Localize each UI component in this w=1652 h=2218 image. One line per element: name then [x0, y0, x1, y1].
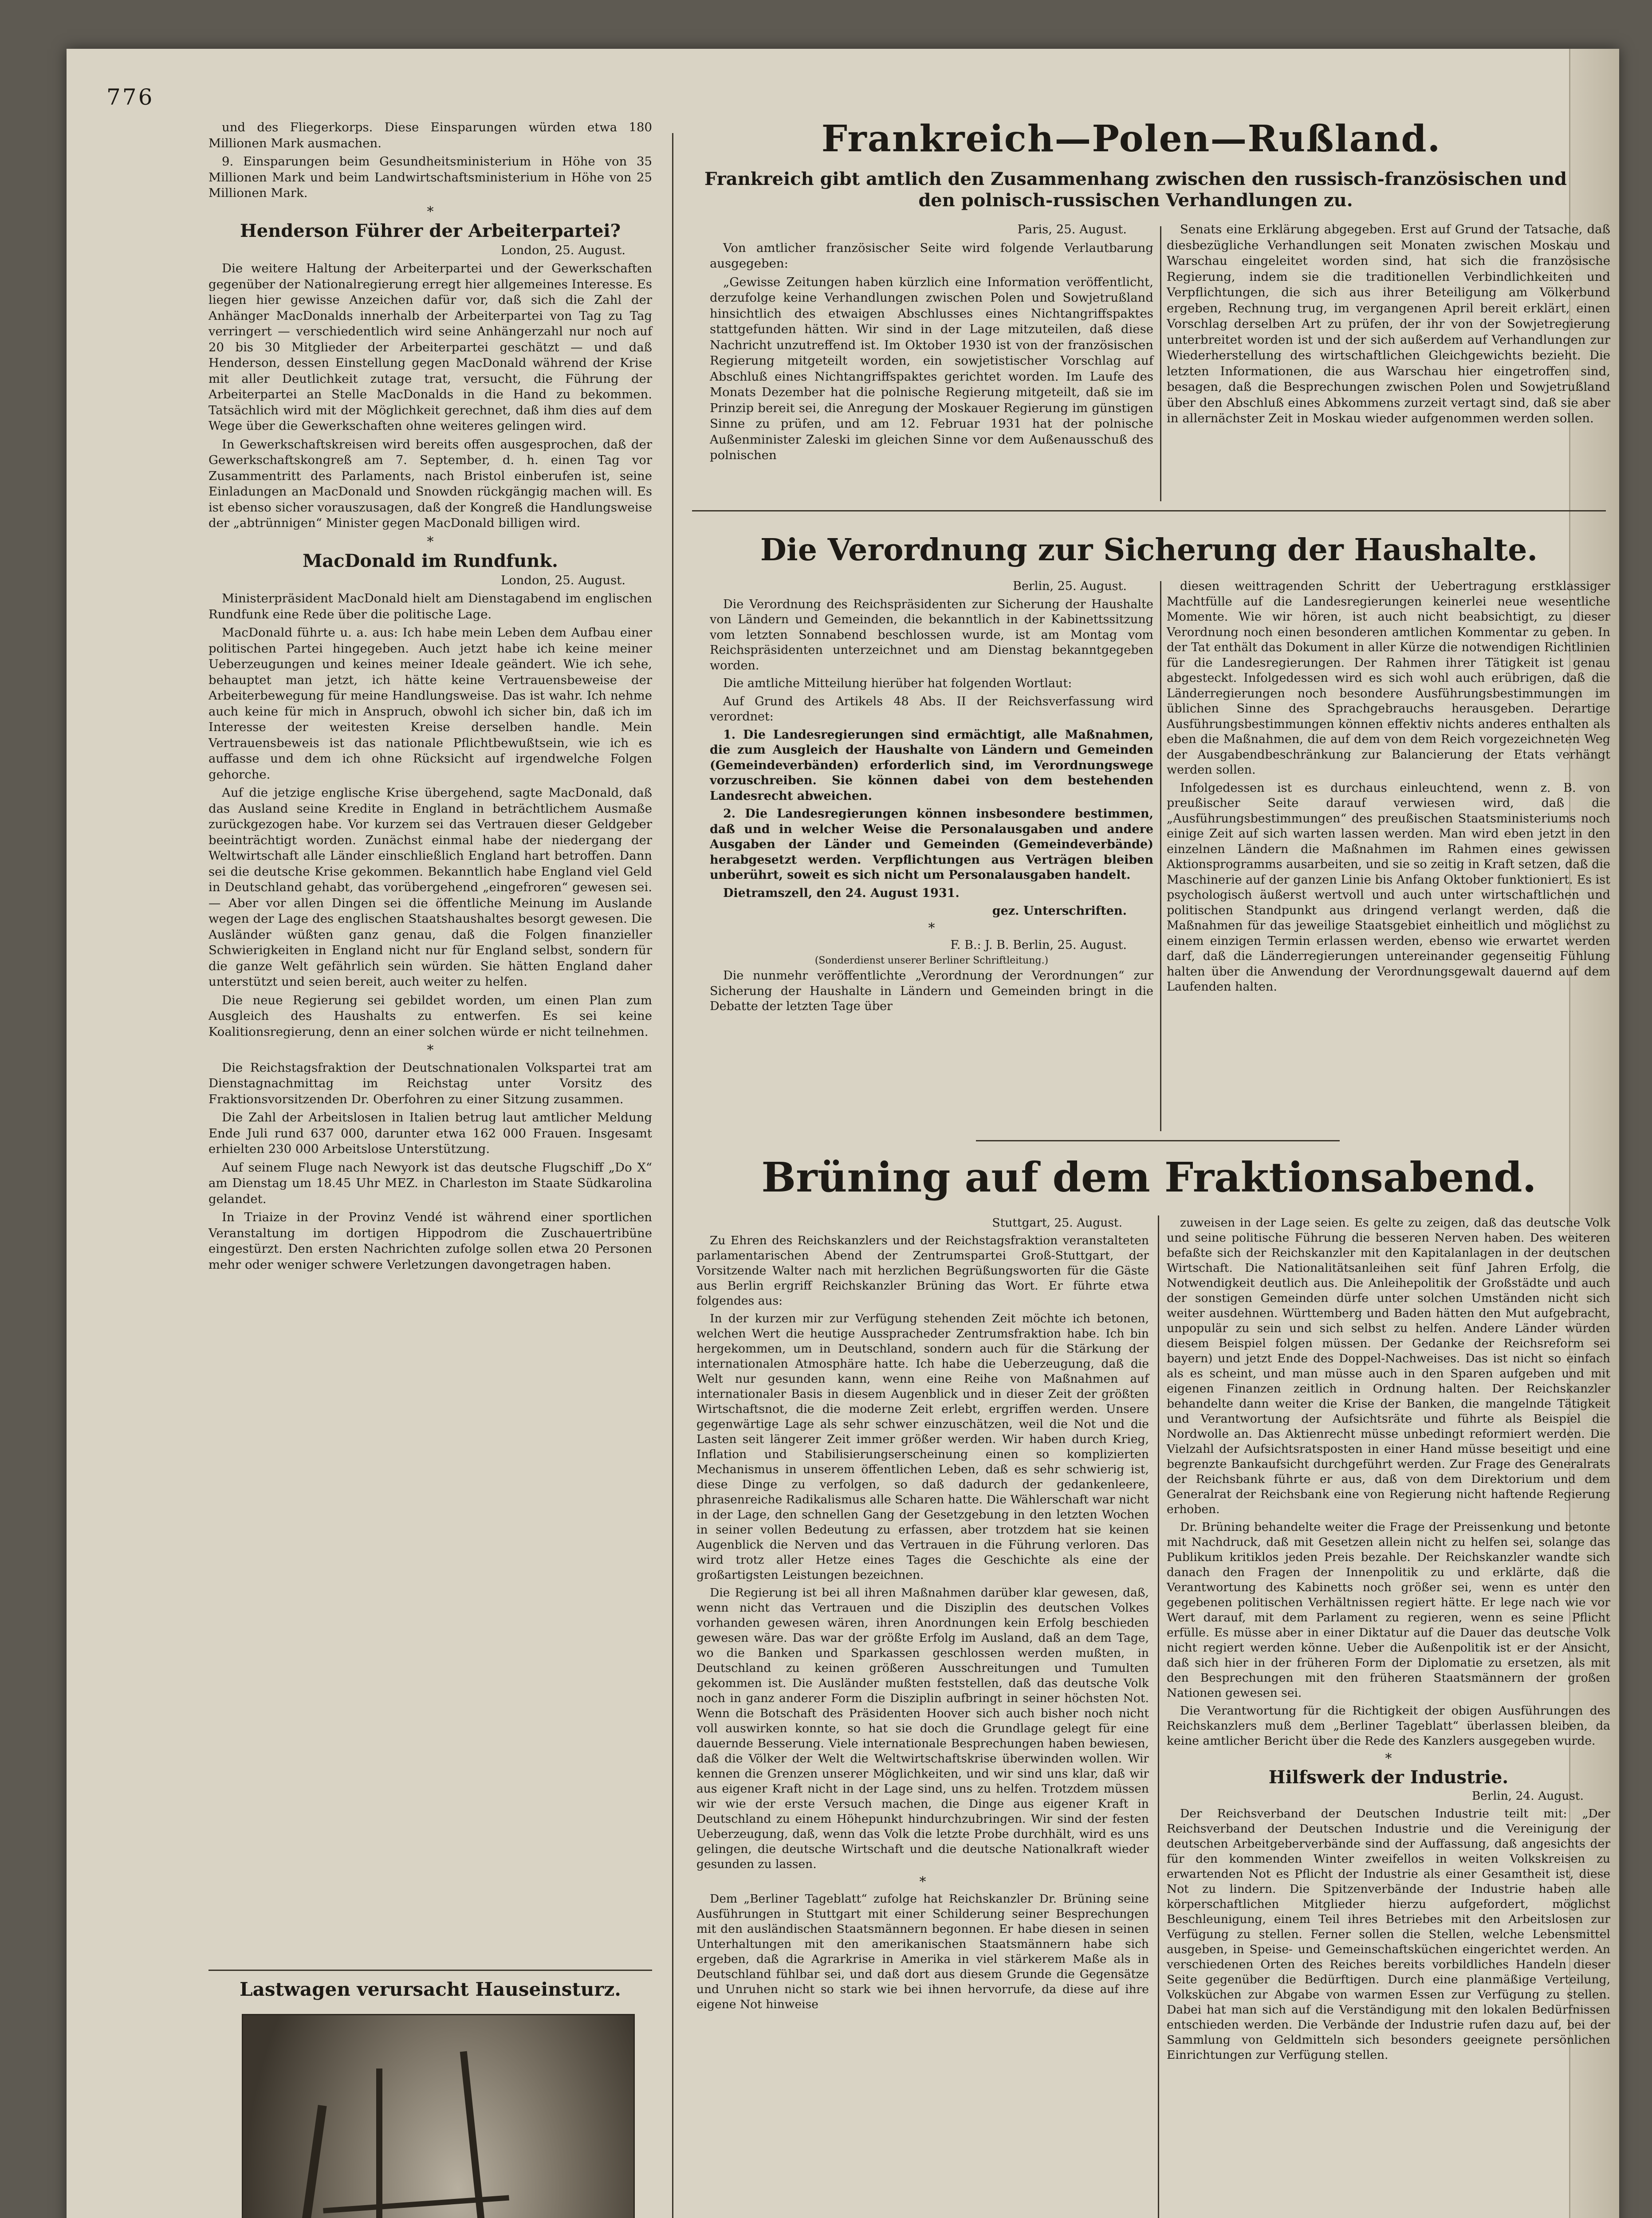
- paragraph: Die Verordnung des Reichspräsidenten zur Sicherung der Haushalte von Ländern und Gemeinden, die bekanntlich in der Kabinettssitzung vom letzten Sonnabend beschlossen wurde, ist am Montag vom Reichspräsidenten unterzeichnet und am Dienstag bekanntgegeben worden.: [710, 597, 1153, 672]
- column-rule: [1160, 226, 1161, 501]
- paragraph: 2. Die Landesregierungen können insbesondere bestimmen, daß und in welcher Weise die Personalausgaben und andere Ausgaben der Länder und Gemeinden (Gemeindeverbände) herabgesetzt werden. Verpflichtungen aus Verträgen bleiben unberührt, soweit es sich nicht um Personalausgaben handelt.: [710, 807, 1153, 882]
- dateline: Berlin, 24. August.: [1471, 1789, 1584, 1803]
- divider: [208, 1970, 652, 1971]
- dateline: Berlin, 25. August.: [1013, 579, 1127, 593]
- collapsed-house-photo: [242, 2014, 635, 2218]
- news-note: Auf seinem Fluge nach Newyork ist das deutsche Flugschiff „Do X“ am Dienstag um 18.45 Uhr MEZ. in Charleston im Staate Südkarolina gelandet.: [208, 1160, 652, 1206]
- paragraph: Von amtlicher französischer Seite wird folgende Verlautbarung ausgegeben:: [710, 240, 1153, 271]
- paragraph: Dem „Berliner Tageblatt“ zufolge hat Reichskanzler Dr. Brüning seine Ausführungen in Stuttgart mit einer Schilderung seiner Besprechungen mit den ausländischen Staatsmännern begonnen. Er habe diesen in seinen Unterhaltungen mit den amerikanischen Staatsmännern habe sich ergeben, daß die Agrarkrise in Amerika in viel stärkerem Maße als in Deutschland fühlbar sei, und daß dort aus diesem Grunde die Gegensätze und Unruhen nicht so stark wie bei ihnen hervorrufe, da diese auf ihre eigene Not hinweise: [696, 1892, 1149, 2011]
- column-rule: [672, 133, 673, 2218]
- news-note: Die Zahl der Arbeitslosen in Italien betrug laut amtlicher Meldung Ende Juli rund 637 000, darunter etwa 162 000 Frauen. Insgesamt erhielten 230 000 Arbeitslose Unterstützung.: [208, 1110, 652, 1156]
- paragraph: 1. Die Landesregierungen sind ermächtigt, alle Maßnahmen, die zum Ausgleich der Haushalte von Ländern und Gemeinden (Gemeindeverbänden) erforderlich sind, im Verordnungswege vorzuschreiben. Sie können dabei von dem bestehenden Landesrecht abweichen.: [710, 728, 1153, 803]
- dateline: F. B.: J. B. Berlin, 25. August.: [950, 938, 1127, 952]
- bruening-col1: Stuttgart, 25. August. Zu Ehren des Reichskanzlers und der Reichstagsfraktion veranstalteten parlamentarischen Abend der Zentrumspartei Groß-Stuttgart, der Vorsitzende Walter nach mit herzlichen Begrüßungsworten für die Gäste aus Berlin ergriff Reichskanzler Brüning das Wort. Er führte etwa folgendes aus: In der kurzen mir zur Verfügung stehenden Zeit möchte ich betonen, welchen Wert die heutige Ausspracheder Zentrumsfraktion habe. Ich bin hergekommen, um in Deutschland, sondern auch für die Stärkung der internationalen Atmosphäre hatte. Ich habe die Ueberzeugung, daß die Welt nur gesunden kann, wenn eine Reihe von Maßnahmen auf internationaler Basis in diesem Augenblick und in dieser Zeit der größten Wirtschaftsnot, die die moderne Zeit erlebt, ergriffen werden. Unsere gegenwärtige Lage als sehr schwer einzuschätzen, weil die Not und die Lasten seit längerer Zeit immer größer werden. Wir haben durch Krieg, Inflation und Stabilisierungserscheinung einen so komplizierten Mechanismus in unserem öffentlichen Leben, daß es sehr schwierig ist, diese Dinge zu verfolgen, so daß dadurch der gedankenleere, phrasenreiche Radikalismus alle Scharen hatte. Die Wählerschaft war nicht in der Lage, den schnellen Gang der Gesetzgebung in den letzten Wochen in seiner vollen Bedeutung zu erfassen, aber trotzdem hat sie keinen Augenblick die Nerven und das Vertrauen in die Führung verloren. Das wird trotz aller Hetze eines Tages die Geschichte als eine der großartigsten Leistungen bezeichnen. Die Regierung ist bei all ihren Maßnahmen darüber klar gewesen, daß, wenn nicht das Vertrauen und die Disziplin des deutschen Volkes vorhanden gewesen wären, ihren Anordnungen kein Erfolg beschieden gewesen wäre. Das war der größte Erfolg im Ausland, daß an dem Tage, wo die Banken und Sparkassen geschlossen werden mußten, in Deutschland zu keinen größeren Ausschreitungen und Tumulten gekommen ist. Die Ausländer mußten feststellen, daß das deutsche Volk noch in ganz anderer Form die Disziplin aufbringt in seiner höchsten Not. Wenn die Botschaft des Präsidenten Hoover sich auch bisher noch nicht voll auswirken konnte, so hat sie doch die Grundlage gelegt für eine dauernde Besserung. Viele internationale Besprechungen haben bewiesen, daß die Völker der Welt die Weltwirtschaftskrise überwinden wollen. Wir kennen die Grenzen unserer Möglichkeiten, und wir sind uns klar, daß wir aus eigener Kraft nicht in der Lage sind, uns zu helfen. Trotzdem müssen wir wie der erste Versuch machen, die Dinge aus eigener Kraft in Deutschland zu einem Höhepunkt hindurchzubringen. Wir sind der festen Ueberzeugung, daß, wenn das Volk die letzte Probe durchhält, wird es uns gelingen, die deutsche Wirtschaft und die deutsche Nationalkraft wieder gesunden zu lassen. * Dem „Berliner Tageblatt“ zufolge hat Reichskanzler Dr. Brüning seine Ausführungen in Stuttgart mit einer Schilderung seiner Besprechungen mit den ausländischen Staatsmännern begonnen. Er habe diesen in seinen Unterhaltungen mit den amerikanischen Staatsmännern habe sich ergeben, daß die Agrarkrise in Amerika in viel stärkerem Maße als in Deutschland fühlbar sei, und daß dort aus diesem Grunde die Gegensätze und Unruhen nicht so stark wie bei ihnen hervorrufe, da diese auf ihre eigene Not hinweise: [696, 1216, 1149, 2011]
- paragraph: Dr. Brüning behandelte weiter die Frage der Preissenkung und betonte mit Nachdruck, daß mit Gesetzen allein nicht zu helfen sei, solange das Publikum kritiklos jeden Preis bezahle. Der Reichskanzler wandte sich danach den Fragen der Innenpolitik zu und erklärte, daß die Verantwortung des Kabinetts noch größer sei, wenn es unter den gegebenen politischen Verhältnissen regiert hätte. Er lege nach wie vor Wert darauf, mit dem Parlament zu regieren, wenn es seine Pflicht erfülle. Es müsse aber in einer Diktatur auf die Dauer das deutsche Volk nicht regiert werden könne. Ueber die Außenpolitik ist er der Ansicht, daß sich hier in der früheren Form der Diplomatie zu ersetzen, als mit den Besprechungen mit den früheren Staatsmännern der großen Nationen gewesen sei.: [1167, 1520, 1610, 1700]
- intro-text: und des Fliegerkorps. Diese Einsparungen würden etwa 180 Millionen Mark ausmachen.: [208, 120, 652, 150]
- dateline: Stuttgart, 25. August.: [992, 1216, 1122, 1230]
- column-rule: [1158, 1215, 1159, 2218]
- service-note: (Sonderdienst unserer Berliner Schriftleitung.): [814, 955, 1049, 966]
- paragraph: Die weitere Haltung der Arbeiterpartei und der Gewerkschaften gegenüber der Nationalregierung erregt hier allgemeines Interesse. Es liegen hier gewisse Anzeichen dafür vor, daß sich die Zahl der Anhänger MacDonalds innerhalb der Arbeiterpartei von Tag zu Tag verringert — verschiedentlich wird seine Anhängerzahl nur noch auf 20 bis 30 Mitglieder der Arbeiterpartei geschätzt — und daß Henderson, dessen Einstellung gegen MacDonald während der Krise mit aller Deutlichkeit zutage trat, versucht, die Führung der Arbeiterpartei an Stelle MacDonalds in die Hand zu bekommen. Tatsächlich wird mit der Möglichkeit gerechnet, daß ihm dies auf dem Wege über die Gewerkschaften ohne weiteres gelingen wird.: [208, 261, 652, 433]
- left-column: und des Fliegerkorps. Diese Einsparungen würden etwa 180 Millionen Mark ausmachen. 9. Einsparungen beim Gesundheitsministerium in Höhe von 35 Millionen Mark und beim Landwirtschaftsministerium in Höhe von 25 Millionen Mark. * Henderson Führer der Arbeiterpartei? London, 25. August. Die weitere Haltung der Arbeiterpartei und der Gewerkschaften gegenüber der Nationalregierung erregt hier allgemeines Interesse. Es liegen hier gewisse Anzeichen dafür vor, daß sich die Zahl der Anhänger MacDonalds innerhalb der Arbeiterpartei von Tag zu Tag verringert — verschiedentlich wird seine Anhängerzahl nur noch auf 20 bis 30 Mitglieder der Arbeiterpartei geschätzt — und daß Henderson, dessen Einstellung gegen MacDonald während der Krise mit aller Deutlichkeit zutage trat, versucht, die Führung der Arbeiterpartei an Stelle MacDonalds in die Hand zu bekommen. Tatsächlich wird mit der Möglichkeit gerechnet, daß ihm dies auf dem Wege über die Gewerkschaften ohne weiteres gelingen wird. In Gewerkschaftskreisen wird bereits offen ausgesprochen, daß der Gewerkschaftskongreß am 7. September, d. h. einen Tag vor Zusammentritt des Parlaments, nach Bristol einberufen ist, seine Einladungen an MacDonald und Snowden rückgängig machen will. Es ist ebenso sicher vorauszusagen, daß der Kongreß die Handlungsweise der „abtrünnigen“ Minister gegen MacDonald billigen wird. * MacDonald im Rundfunk. London, 25. August. Ministerpräsident MacDonald hielt am Dienstagabend im englischen Rundfunk eine Rede über die politische Lage. MacDonald führte u. a. aus: Ich habe mein Leben dem Aufbau einer politischen Partei hingegeben. Auch jetzt habe ich keine meiner Ueberzeugungen und keines meiner Ideale geändert. Wie ich sehe, behauptet man jetzt, ich hätte keine Vertrauensbeweise der Arbeiterbewegung für meine Handlungsweise. Das ist wahr. Ich nehme auch keine für mich in Anspruch, obwohl ich sicher bin, daß ich im Interesse der weitesten Kreise derselben handle. Mein Vertrauensbeweis ist das nationale Pflichtbewußtsein, wie ich es auffasse und dem ich ohne Rücksicht auf irgendwelche Folgen gehorche. Auf die jetzige englische Krise übergehend, sagte MacDonald, daß das Ausland seine Kredite in England in beträchtlichem Ausmaße zurückgezogen habe. Vor kurzem sei das Vertrauen dieser Geldgeber beeinträchtigt worden. Zunächst einmal habe der niedergang der Weltwirtschaft alle Länder einschließlich England hart betroffen. Dann sei die deutsche Krise gekommen. Bekanntlich habe England viel Geld in Deutschland gehabt, das vorübergehend „eingefroren“ gewesen sei. — Aber vor allen Dingen sei die öffentliche Meinung im Auslande wegen der Lage des englischen Staatshaushaltes besorgt gewesen. Die Ausländer wüßten ganz genau, daß die Folgen finanzieller Schwierigkeiten in England nicht nur für England selbst, sondern für die ganze Welt gefährlich sein würden. Sie hätten England daher unterstützt und seien bereit, auch weiter zu helfen. Die neue Regierung sei gebildet worden, um einen Plan zum Ausgleich des Haushalts zu entwerfen. Es sei keine Koalitionsregierung, denn an einer solchen würde er nicht teilnehmen. * Die Reichstagsfraktion der Deutschnationalen Volkspartei trat am Dienstagnachmittag im Reichstag unter Vorsitz des Fraktionsvorsitzenden Dr. Oberfohren zu einer Sitzung zusammen. Die Zahl der Arbeitslosen in Italien betrug laut amtlicher Meldung Ende Juli rund 637 000, darunter etwa 162 000 Frauen. Insgesamt erhielten 230 000 Arbeitslose Unterstützung. Auf seinem Fluge nach Newyork ist das deutsche Flugschiff „Do X“ am Dienstag um 18.45 Uhr MEZ. in Charleston im Staate Südkarolina gelandet. In Triaize in der Provinz Vendé ist während einer sportlichen Veranstaltung im dortigen Hippodrom die Zuschauertribüne eingestürzt. Den ersten Nachrichten zufolge sollen etwa 20 Personen mehr oder weniger schwere Verletzungen davongetragen haben.: [208, 120, 652, 1275]
- verordnung-col2: [1167, 579, 1610, 998]
- paragraph: zuweisen in der Lage seien. Es gelte zu zeigen, daß das deutsche Volk und seine politische Führung die besseren Nerven haben. Des weiteren befaßte sich der Reichskanzler mit den Kapitalanlagen in der deutschen Wirtschaft. Die Nationalitätsanleihen seit fünf Jahren Erfolg, die Notwendigkeit deutlich aus. Die Anleihepolitik der Großstädte und auch der sonstigen Gemeinden dürfe unter solchen Umständen nicht sich weiter ausdehnen. Württemberg und Baden hätten den Mut aufgebracht, unpopulär zu sein und sich selbst zu helfen. Andere Länder würden diesem Beispiel folgen müssen. Der Gedanke der Reichsreform sei bayern) und jetzt Ende des Doppel-Nachweises. Das ist nicht so einfach als es scheint, und man müsse auch in den Sparen aufgeben und mit eigenen Finanzen zeitlich in Ordnung halten. Der Reichskanzler behandelte dann weiter die Krise der Banken, die mangelnde Tätigkeit und Verantwortung der Aufsichtsräte und führte als Beispiel die Nordwolle an. Das Aktienrecht müsse unbedingt reformiert werden. Die Vielzahl der Aufsichtsratsposten in einer Hand müsse beseitigt und eine begrenzte Bankaufsicht durchgeführt werden. Zur Frage des Generalrats der Reichsbank führte er aus, daß von dem Direktorium und dem Generalrat der Reichsbank eine von Regierung nicht haftende Regierung erhoben.: [1167, 1216, 1610, 1516]
- paragraph: Die Regierung ist bei all ihren Maßnahmen darüber klar gewesen, daß, wenn nicht das Vertrauen und die Disziplin des deutschen Volkes vorhanden gewesen wären, ihren Anordnungen kein Erfolg beschieden gewesen wäre. Das war der größte Erfolg im Ausland, daß an dem Tage, wo die Banken und Sparkassen geschlossen werden mußten, in Deutschland zu keinen größeren Ausschreitungen und Tumulten gekommen ist. Die Ausländer mußten feststellen, daß das deutsche Volk noch in ganz anderer Form die Disziplin aufbringt in seiner höchsten Not. Wenn die Botschaft des Präsidenten Hoover sich auch bisher noch nicht voll auswirken konnte, so hat sie doch die Grundlage gelegt für eine dauernde Besserung. Viele internationale Besprechungen haben bewiesen, daß die Völker der Welt die Weltwirtschaftskrise überwinden wollen. Wir kennen die Grenzen unserer Möglichkeiten, und wir sind uns klar, daß wir aus eigener Kraft nicht in der Lage sind, uns zu helfen. Trotzdem müssen wir wie der erste Versuch machen, die Dinge aus eigener Kraft in Deutschland zu einem Höhepunkt hindurchzubringen. Wir sind der festen Ueberzeugung, daß, wenn das Volk die letzte Probe durchhält, wird es uns gelingen, die deutsche Wirtschaft und die deutsche Nationalkraft wieder gesunden zu lassen.: [696, 1586, 1149, 1871]
- intro-text: 9. Einsparungen beim Gesundheitsministerium in Höhe von 35 Millionen Mark und beim Landwirtschaftsministerium in Höhe von 25 Millionen Mark.: [208, 154, 652, 200]
- news-note: In Triaize in der Provinz Vendé ist während einer sportlichen Veranstaltung im dortigen Hippodrom die Zuschauertribüne eingestürzt. Den ersten Nachrichten zufolge sollen etwa 20 Personen mehr oder weniger schwere Verletzungen davongetragen haben.: [208, 1210, 652, 1272]
- paragraph: Die nunmehr veröffentlichte „Verordnung der Verordnungen“ zur Sicherung der Haushalte in Ländern und Gemeinden bringt in die Debatte der letzten Tage über: [710, 969, 1153, 1013]
- paragraph: Auf die jetzige englische Krise übergehend, sagte MacDonald, daß das Ausland seine Kredite in England in beträchtlichem Ausmaße zurückgezogen habe. Vor kurzem sei das Vertrauen dieser Geldgeber beeinträchtigt worden. Zunächst einmal habe der niedergang der Weltwirtschaft alle Länder einschließlich England hart betroffen. Dann sei die deutsche Krise gekommen. Bekanntlich habe England viel Geld in Deutschland gehabt, das vorübergehend „eingefroren“ gewesen sei. — Aber vor allen Dingen sei die öffentliche Meinung im Auslande wegen der Lage des englischen Staatshaushaltes besorgt gewesen. Die Ausländer wüßten ganz genau, daß die Folgen finanzieller Schwierigkeiten in England nicht nur für England selbst, sondern für die ganze Welt gefährlich sein würden. Sie hätten England daher unterstützt und seien bereit, auch weiter zu helfen.: [208, 786, 652, 989]
- paragraph: Auf Grund des Artikels 48 Abs. II der Reichsverfassung wird verordnet:: [710, 694, 1153, 724]
- dateline: Paris, 25. August.: [1017, 222, 1127, 236]
- article-subtitle: Frankreich gibt amtlich den Zusammenhang zwischen den russisch-französischen und den polnisch-russischen Verhandlungen zu.: [704, 169, 1567, 211]
- paragraph: In der kurzen mir zur Verfügung stehenden Zeit möchte ich betonen, welchen Wert die heutige Ausspracheder Zentrumsfraktion habe. Ich bin hergekommen, um in Deutschland, sondern auch für die Stärkung der internationalen Atmosphäre hatte. Ich habe die Ueberzeugung, daß die Welt nur gesunden kann, wenn eine Reihe von Maßnahmen auf internationaler Basis in diesem Augenblick und in dieser Zeit der größten Wirtschaftsnot, die die moderne Zeit erlebt, ergriffen werden. Unsere gegenwärtige Lage als sehr schwer einzuschätzen, weil die Not und die Lasten seit längerer Zeit immer größer werden. Wir haben durch Krieg, Inflation und Stabilisierungserscheinung einen so komplizierten Mechanismus in unserem öffentlichen Leben, daß es sehr schwierig ist, diese Dinge zu verfolgen, so daß dadurch der gedankenleere, phrasenreiche Radikalismus alle Scharen hatte. Die Wählerschaft war nicht in der Lage, den schnellen Gang der Gesetzgebung in den letzten Wochen in seiner vollen Bedeutung zu erfassen, aber trotzdem hat sie keinen Augenblick die Nerven und das Vertrauen in die Führung verloren. Das wird trotz aller Hetze eines Tages die Geschichte als eine der großartigsten Leistungen bezeichnen.: [696, 1312, 1149, 1582]
- page-number: 776: [106, 84, 154, 110]
- paragraph: In Gewerkschaftskreisen wird bereits offen ausgesprochen, daß der Gewerkschaftskongreß am 7. September, d. h. einen Tag vor Zusammentritt des Parlaments, nach Bristol einberufen ist, seine Einladungen an MacDonald und Snowden rückgängig machen will. Es ist ebenso sicher vorauszusagen, daß der Kongreß die Handlungsweise der „abtrünnigen“ Minister gegen MacDonald billigen wird.: [208, 437, 652, 530]
- paragraph: „Gewisse Zeitungen haben kürzlich eine Information veröffentlicht, derzufolge keine Verhandlungen zwischen Polen und Sowjetrußland hinsichtlich des etwaigen Abschlusses eines Nichtangriffspaktes stattgefunden hätten. Wir sind in der Lage mitzuteilen, daß diese Nachricht unzutreffend ist. Im Oktober 1930 ist von der französischen Regierung mitgeteilt worden, ein sowjetistischer Vorschlag auf Abschluß eines Nichtangriffspaktes gerichtet worden. Im Laufe des Monats Dezember hat die polnische Regierung mitgeteilt, daß sie im Prinzip bereit sei, die Anregung der Moskauer Regierung im günstigen Sinne zu prüfen, und am 12. Februar 1931 hat der polnische Außenminister Zaleski im gleichen Sinne vor dem Außenausschuß des polnischen: [710, 275, 1153, 462]
- article-title: MacDonald im Rundfunk.: [303, 551, 558, 571]
- photo-title: Lastwagen verursacht Hauseinsturz.: [240, 1978, 621, 2000]
- dateline: London, 25. August.: [500, 573, 625, 587]
- article-title: Hilfswerk der Industrie.: [1268, 1767, 1509, 1788]
- frankreich-col2: [1167, 222, 1610, 429]
- article-title: Die Verordnung zur Sicherung der Haushalte.: [760, 532, 1538, 568]
- paragraph: MacDonald führte u. a. aus: Ich habe mein Leben dem Aufbau einer politischen Partei hingegeben. Auch jetzt habe ich keine meiner Ueberzeugungen und keines meiner Ideale geändert. Wie ich sehe, behauptet man jetzt, ich hätte keine Vertrauensbeweise der Arbeiterbewegung für meine Handlungsweise. Das ist wahr. Ich nehme auch keine für mich in Anspruch, obwohl ich sicher bin, daß ich im Interesse der weitesten Kreise derselben handle. Mein Vertrauensbeweis ist das nationale Pflichtbewußtsein, wie ich es auffasse und dem ich ohne Rücksicht auf irgendwelche Folgen gehorche.: [208, 625, 652, 782]
- paragraph: Die Verantwortung für die Richtigkeit der obigen Ausführungen des Reichskanzlers muß dem „Berliner Tageblatt“ überlassen bleiben, da keine amtlicher Bericht über die Rede des Kanzlers ausgegeben wurde.: [1167, 1704, 1610, 1748]
- paragraph: diesen weittragenden Schritt der Uebertragung erstklassiger Machtfülle auf die Landesregierungen keinerlei neue wesentliche Momente. Wie wir hören, ist auch nicht beabsichtigt, zu dieser Verordnung noch einen besonderen amtlichen Kommentar zu geben. In der Tat enthält das Dokument in aller Kürze die notwendigen Richtlinien für die Landesregierungen. Der Rahmen ihrer Tätigkeit ist genau abgesteckt. Infolgedessen wird es sich wohl auch erübrigen, daß die Länderregierungen noch besondere Ausführungsbestimmungen im üblichen Sinne des Sprachgebrauchs herausgeben. Derartige Ausführungsbestimmungen können effektiv nichts anderes enthalten als eben die Maßnahmen, die auf dem von dem Reich vorgezeichneten Weg der Ausgabendbeschränkung zur Balancierung der Etats verhängt werden sollen.: [1167, 579, 1610, 777]
- paragraph: Der Reichsverband der Deutschen Industrie teilt mit: „Der Reichsverband der Deutschen Industrie und die Vereinigung der deutschen Arbeitgeberverbände sind der Auffassung, daß angesichts der für den kommenden Winter zweifellos in weiten Volkskreisen zu erwartenden Not es Pflicht der Industrie als einer Gesamtheit ist, diese Not zu lindern. Die Spitzenverbände der Industrie haben alle körperschaftlichen Mitglieder hierzu aufgefordert, möglichst Beschleunigung, einem Teil ihres Betriebes mit den Arbeitslosen zur Verfügung zu stellen. Ferner sollen die Stellen, welche Lebensmittel ausgeben, in Speise- und Gemeinschaftsküchen eingerichtet werden. An verschiedenen Orten des Reiches bereits vorbildliches Handeln dieser Seite gegenüber die Bedürftigen. Durch eine planmäßige Verteilung, Volksküchen zur Abgabe von warmen Essen zur Verfügung zu stellen. Dabei hat man sich auf die Verständigung mit den lokalen Bedürfnissen entschieden werden. Die Verbände der Industrie rufen dazu auf, bei der Sammlung von Geldmitteln sich besonders geeignete persönlichen Einrichtungen zur Verfügung stellen.: [1167, 1807, 1610, 2062]
- dateline: London, 25. August.: [500, 243, 625, 257]
- bruening-col2: zuweisen in der Lage seien. Es gelte zu zeigen, daß das deutsche Volk und seine politische Führung die besseren Nerven haben. Des weiteren befaßte sich der Reichskanzler mit den Kapitalanlagen in der deutschen Wirtschaft. Die Nationalitätsanleihen seit fünf Jahren Erfolg, die Notwendigkeit deutlich aus. Die Anleihepolitik der Großstädte und auch der sonstigen Gemeinden dürfe unter solchen Umständen nicht sich weiter ausdehnen. Württemberg und Baden hätten den Mut aufgebracht, unpopulär zu sein und sich selbst zu helfen. Andere Länder würden diesem Beispiel folgen müssen. Der Gedanke der Reichsreform sei bayern) und jetzt Ende des Doppel-Nachweises. Das ist nicht so einfach als es scheint, und man müsse auch in den Sparen aufgeben und mit eigenen Finanzen zeitlich in Ordnung halten. Der Reichskanzler behandelte dann weiter die Krise der Banken, die mangelnde Tätigkeit und Verantwortung der Aufsichtsräte und führte als Beispiel die Nordwolle an. Das Aktienrecht müsse unbedingt reformiert werden. Die Vielzahl der Aufsichtsratsposten in einer Hand müsse beseitigt und eine begrenzte Bankaufsicht durchgeführt werden. Zur Frage des Generalrats der Reichsbank führte er aus, daß von dem Direktorium und dem Generalrat der Reichsbank eine von Regierung nicht haftende Regierung erhoben. Dr. Brüning behandelte weiter die Frage der Preissenkung und betonte mit Nachdruck, daß mit Gesetzen allein nicht zu helfen sei, solange das Publikum kritiklos jeden Preis bezahle. Der Reichskanzler wandte sich danach den Fragen der Innenpolitik zu und erklärte, daß die Verantwortung des Kabinetts noch größer sei, wenn es unter den gegebenen politischen Verhältnissen regiert hätte. Er lege nach wie vor Wert darauf, mit dem Parlament zu regieren, wenn es seine Pflicht erfülle. Es müsse aber in einer Diktatur auf die Dauer das deutsche Volk nicht regiert werden könne. Ueber die Außenpolitik ist er der Ansicht, daß sich hier in der früheren Form der Diplomatie zu ersetzen, als mit den Besprechungen mit den früheren Staatsmännern der großen Nationen gewesen sei. Die Verantwortung für die Richtigkeit der obigen Ausführungen des Reichskanzlers muß dem „Berliner Tageblatt“ überlassen bleiben, da keine amtlicher Bericht über die Rede des Kanzlers ausgegeben wurde. * Hilfswerk der Industrie. Berlin, 24. August. Der Reichsverband der Deutschen Industrie teilt mit: „Der Reichsverband der Deutschen Industrie und die Vereinigung der deutschen Arbeitgeberverbände sind der Auffassung, daß angesichts der für den kommenden Winter zweifellos in weiten Volkskreisen zu erwartenden Not es Pflicht der Industrie als einer Gesamtheit ist, diese Not zu lindern. Die Spitzenverbände der Industrie haben alle körperschaftlichen Mitglieder hierzu aufgefordert, möglichst Beschleunigung, einem Teil ihres Betriebes mit den Arbeitslosen zur Verfügung zu stellen. Ferner sollen die Stellen, welche Lebensmittel ausgeben, in Speise- und Gemeinschaftsküchen eingerichtet werden. An verschiedenen Orten des Reiches bereits vorbildliches Handeln dieser Seite gegenüber die Bedürftigen. Durch eine planmäßige Verteilung, Volksküchen zur Abgabe von warmen Essen zur Verfügung zu stellen. Dabei hat man sich auf die Verständigung mit den lokalen Bedürfnissen entschieden werden. Die Verbände der Industrie rufen dazu auf, bei der Sammlung von Geldmitteln sich besonders geeignete persönlichen Einrichtungen zur Verfügung stellen.: [1167, 1216, 1610, 2062]
- paragraph: Senats eine Erklärung abgegeben. Erst auf Grund der Tatsache, daß diesbezügliche Verhandlungen seit Monaten zwischen Moskau und Warschau eingeleitet worden sind, hat sich die französische Regierung, indem sie die traditionellen Verbindlichkeiten und Verpflichtungen, die sich aus ihrer Beteiligung am Völkerbund ergeben, Rechnung trug, im vergangenen April bereit erklärt, einen Vorschlag derselben Art zu prüfen, der ihr von der Sowjetregierung unterbreitet worden ist und der sich außerdem auf Verhandlungen zur Wiederherstellung des wirtschaftlichen Gleichgewichts bezieht. Die letzten Informationen, die aus Warschau hier eingetroffen sind, besagen, daß die Besprechungen zwischen Polen und Sowjetrußland über den Abschluß eines Abkommens zurzeit vertagt sind, daß sie aber in allernächster Zeit in Moskau wieder aufgenommen werden sollen.: [1167, 222, 1610, 425]
- frankreich-col1: [710, 222, 1153, 466]
- paragraph: Die amtliche Mitteilung hierüber hat folgenden Wortlaut:: [723, 676, 1072, 690]
- divider: [976, 1140, 1340, 1141]
- article-title: Frankreich—Polen—Rußland.: [821, 118, 1441, 160]
- paragraph: Zu Ehren des Reichskanzlers und der Reichstagsfraktion veranstalteten parlamentarischen Abend der Zentrumspartei Groß-Stuttgart, der Vorsitzende Walter nach mit herzlichen Begrüßungsworten für die Gäste aus Berlin ergriff Reichskanzler Brüning das Wort. Er führte etwa folgendes aus:: [696, 1234, 1149, 1308]
- signature-line: gez. Unterschriften.: [992, 904, 1127, 918]
- column-rule: [1160, 581, 1161, 1131]
- place-date: Dietramszell, den 24. August 1931.: [723, 886, 960, 900]
- paragraph: Die neue Regierung sei gebildet worden, um einen Plan zum Ausgleich des Haushalts zu entwerfen. Es sei keine Koalitionsregierung, denn an einer solchen würde er nicht teilnehmen.: [208, 993, 652, 1039]
- paragraph: Ministerpräsident MacDonald hielt am Dienstagabend im englischen Rundfunk eine Rede über die politische Lage.: [208, 591, 652, 621]
- paragraph: Infolgedessen ist es durchaus einleuchtend, wenn z. B. von preußischer Seite darauf verwiesen wird, daß die „Ausführungsbestimmungen“ des preußischen Staatsministeriums noch einige Zeit auf sich warten lassen werden. Man wird eben jetzt in den einzelnen Ländern die Maßnahmen im Rahmen eines gewissen Aktionsprogramms ausarbeiten, und sie so zeitig in Kraft setzen, daß die Maschinerie auf der ganzen Linie bis Anfang Oktober funktioniert. Es ist psychologisch äußerst wertvoll und auch unter wirtschaftlichen und politischen Standpunkt aus dringend verlangt werden, daß die Maßnahmen für das jeweilige Staatsgebiet einheitlich und möglichst zu einem einzigen Termin erlassen werden, ebenso wie erwartet werden darf, daß die Länderregierungen untereinander gegenseitig Fühlung halten über die Anwendung der Verordnungsgewalt dauernd auf dem Laufenden halten.: [1167, 781, 1610, 994]
- news-note: Die Reichstagsfraktion der Deutschnationalen Volkspartei trat am Dienstagnachmittag im Reichstag unter Vorsitz des Fraktionsvorsitzenden Dr. Oberfohren zu einer Sitzung zusammen.: [208, 1060, 652, 1106]
- verordnung-col1: Berlin, 25. August. Die Verordnung des Reichspräsidenten zur Sicherung der Haushalte von Ländern und Gemeinden, die bekanntlich in der Kabinettssitzung vom letzten Sonnabend beschlossen wurde, ist am Montag vom Reichspräsidenten unterzeichnet und am Dienstag bekanntgegeben worden. Die amtliche Mitteilung hierüber hat folgenden Wortlaut: Auf Grund des Artikels 48 Abs. II der Reichsverfassung wird verordnet: 1. Die Landesregierungen sind ermächtigt, alle Maßnahmen, die zum Ausgleich der Haushalte von Ländern und Gemeinden (Gemeindeverbänden) erforderlich sind, im Verordnungswege vorzuschreiben. Sie können dabei von dem bestehenden Landesrecht abweichen. 2. Die Landesregierungen können insbesondere bestimmen, daß und in welcher Weise die Personalausgaben und andere Ausgaben der Länder und Gemeinden (Gemeindeverbände) herabgesetzt werden. Verpflichtungen aus Verträgen bleiben unberührt, soweit es sich nicht um Personalausgaben handelt. Dietramszell, den 24. August 1931. gez. Unterschriften. * F. B.: J. B. Berlin, 25. August. (Sonderdienst unserer Berliner Schriftleitung.) Die nunmehr veröffentlichte „Verordnung der Verordnungen“ zur Sicherung der Haushalte in Ländern und Gemeinden bringt in die Debatte der letzten Tage über: [710, 579, 1153, 1017]
- article-title: Henderson Führer der Arbeiterpartei?: [240, 220, 621, 241]
- divider: [692, 510, 1606, 511]
- article-title: Brüning auf dem Fraktionsabend.: [761, 1153, 1537, 1201]
